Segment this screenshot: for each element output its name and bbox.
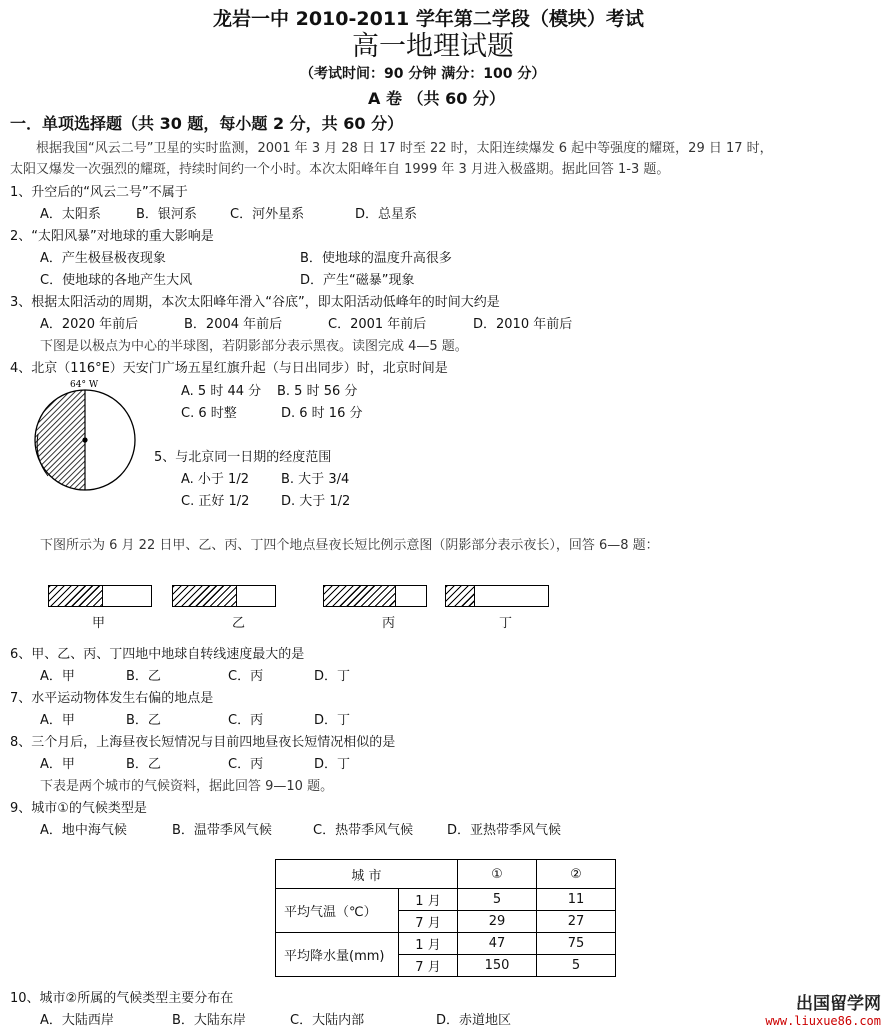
q10-option-d: D．赤道地区 <box>436 1013 512 1028</box>
cell-temp-jan-2: 11 <box>537 889 616 911</box>
q3-option-a: A．2020 年前后 <box>40 317 139 332</box>
q5-option-a: A. 小于 1/2 <box>181 472 249 487</box>
row-label-precipitation: 平均降水量(mm) <box>276 933 399 977</box>
night-portion <box>173 586 237 606</box>
q8-option-c: C．丙 <box>228 757 264 772</box>
q7-option-a: A．甲 <box>40 713 75 728</box>
night-portion <box>49 586 103 606</box>
month-jul: 7 月 <box>399 955 458 977</box>
hemisphere-diagram <box>26 378 138 496</box>
strip-label-jia: 甲 <box>92 616 106 631</box>
q8-option-b: B．乙 <box>126 757 161 772</box>
day-night-strip-bing <box>323 585 427 607</box>
exam-school-line: 龙岩一中 2010-2011 学年第二学段（模块）考试 <box>213 8 644 30</box>
q9-option-a: A．地中海气候 <box>40 823 127 838</box>
q3-option-d: D．2010 年前后 <box>473 317 573 332</box>
q6-option-c: C．丙 <box>228 669 264 684</box>
strip-label-bing: 丙 <box>382 616 396 631</box>
q9-option-c: C．热带季风气候 <box>313 823 414 838</box>
q4-option-c: C. 6 时整 <box>181 406 237 421</box>
q8-option-a: A．甲 <box>40 757 75 772</box>
question-5-stem: 5、与北京同一日期的经度范围 <box>154 450 332 465</box>
q9-option-d: D．亚热带季风气候 <box>447 823 562 838</box>
q3-option-c: C．2001 年前后 <box>328 317 427 332</box>
q10-option-a: A．大陆西岸 <box>40 1013 114 1028</box>
q3-option-b: B．2004 年前后 <box>184 317 283 332</box>
q10-option-b: B．大陆东岸 <box>172 1013 246 1028</box>
question-10-stem: 10、城市②所属的气候类型主要分布在 <box>10 991 234 1006</box>
intro-text-2: 太阳又爆发一次强烈的耀斑，持续时间约一个小时。本次太阳峰年自 1999 年 3 月进入极盛期。据此回答 1-3 题。 <box>10 162 670 177</box>
row-label-temperature: 平均气温（℃） <box>276 889 399 933</box>
header-city-1: ① <box>458 860 537 889</box>
day-night-strip-yi <box>172 585 276 607</box>
cell-pre-jul-2: 5 <box>537 955 616 977</box>
intro-q9-10: 下表是两个城市的气候资料，据此回答 9—10 题。 <box>40 779 334 794</box>
night-portion <box>324 586 396 606</box>
header-city-2: ② <box>537 860 616 889</box>
cell-temp-jul-1: 29 <box>458 911 537 933</box>
strip-label-yi: 乙 <box>232 616 246 631</box>
intro-q4-5: 下图是以极点为中心的半球图，若阴影部分表示黑夜。读图完成 4—5 题。 <box>40 339 468 354</box>
question-9-stem: 9、城市①的气候类型是 <box>10 801 147 816</box>
question-1-stem: 1、升空后的“风云二号”不属于 <box>10 185 188 200</box>
question-2-stem: 2、“太阳风暴”对地球的重大影响是 <box>10 229 214 244</box>
section1-title: 一．单项选择题（共 30 题，每小题 2 分，共 60 分） <box>10 114 404 133</box>
exam-subject-title: 高一地理试题 <box>352 31 514 62</box>
q2-option-a: A．产生极昼极夜现象 <box>40 251 166 266</box>
cell-pre-jan-1: 47 <box>458 933 537 955</box>
q1-option-b: B．银河系 <box>136 207 197 222</box>
q4-option-d: D. 6 时 16 分 <box>281 406 363 421</box>
question-3-stem: 3、根据太阳活动的周期，本次太阳峰年滑入“谷底”，即太阳活动低峰年的时间大约是 <box>10 295 500 310</box>
cell-temp-jan-1: 5 <box>458 889 537 911</box>
q2-option-d: D．产生“磁暴”现象 <box>300 273 415 288</box>
exam-info: （考试时间：90 分钟 满分：100 分） <box>300 66 546 82</box>
q8-option-d: D．丁 <box>314 757 351 772</box>
q7-option-c: C．丙 <box>228 713 264 728</box>
q4-option-a: A. 5 时 44 分 <box>181 384 262 399</box>
month-jan: 1 月 <box>399 933 458 955</box>
q7-option-d: D．丁 <box>314 713 351 728</box>
cell-pre-jul-1: 150 <box>458 955 537 977</box>
watermark-name: 出国留学网 <box>796 994 881 1014</box>
month-jul: 7 月 <box>399 911 458 933</box>
q6-option-d: D．丁 <box>314 669 351 684</box>
question-4-stem: 4、北京（116°E）天安门广场五星红旗升起（与日出同步）时，北京时间是 <box>10 361 448 376</box>
q5-option-b: B. 大于 3/4 <box>281 472 350 487</box>
header-city: 城 市 <box>276 860 458 889</box>
q2-option-b: B．使地球的温度升高很多 <box>300 251 452 266</box>
q4-option-b: B. 5 时 56 分 <box>277 384 358 399</box>
pole-point <box>82 437 87 442</box>
table-row <box>276 933 616 955</box>
q5-option-d: D. 大于 1/2 <box>281 494 351 509</box>
table-row <box>276 889 616 911</box>
question-6-stem: 6、甲、乙、丙、丁四地中地球自转线速度最大的是 <box>10 647 305 662</box>
night-portion <box>446 586 475 606</box>
month-jan: 1 月 <box>399 889 458 911</box>
intro-q6-8: 下图所示为 6 月 22 日甲、乙、丙、丁四个地点昼夜长短比例示意图（阴影部分表示夜长），回答 6—8 题： <box>40 538 659 553</box>
strip-label-ding: 丁 <box>499 616 513 631</box>
site-watermark <box>765 989 881 1028</box>
q7-option-b: B．乙 <box>126 713 161 728</box>
q9-option-b: B．温带季风气候 <box>172 823 272 838</box>
q6-option-a: A．甲 <box>40 669 75 684</box>
q6-option-b: B．乙 <box>126 669 161 684</box>
longitude-label: 64° W <box>70 380 99 390</box>
q5-option-c: C. 正好 1/2 <box>181 494 250 509</box>
cell-pre-jan-2: 75 <box>537 933 616 955</box>
q2-option-c: C．使地球的各地产生大风 <box>40 273 193 288</box>
question-8-stem: 8、三个月后，上海昼夜长短情况与目前四地昼夜长短情况相似的是 <box>10 735 396 750</box>
day-night-strip-jia <box>48 585 152 607</box>
day-night-strip-ding <box>445 585 549 607</box>
climate-data-table <box>275 859 616 977</box>
section-a-title: A 卷 （共 60 分） <box>368 89 505 108</box>
cell-temp-jul-2: 27 <box>537 911 616 933</box>
q1-option-a: A．太阳系 <box>40 207 101 222</box>
q1-option-d: D．总星系 <box>355 207 418 222</box>
q10-option-c: C．大陆内部 <box>290 1013 365 1028</box>
q1-option-c: C．河外星系 <box>230 207 305 222</box>
question-7-stem: 7、水平运动物体发生右偏的地点是 <box>10 691 214 706</box>
table-header-row <box>276 860 616 889</box>
watermark-url: www.liuxue86.com <box>765 1014 881 1028</box>
intro-text-1: 根据我国“风云二号”卫星的实时监测，2001 年 3 月 28 日 17 时至 22 时，太阳连续爆发 6 起中等强度的耀斑，29 日 17 时， <box>36 141 773 156</box>
